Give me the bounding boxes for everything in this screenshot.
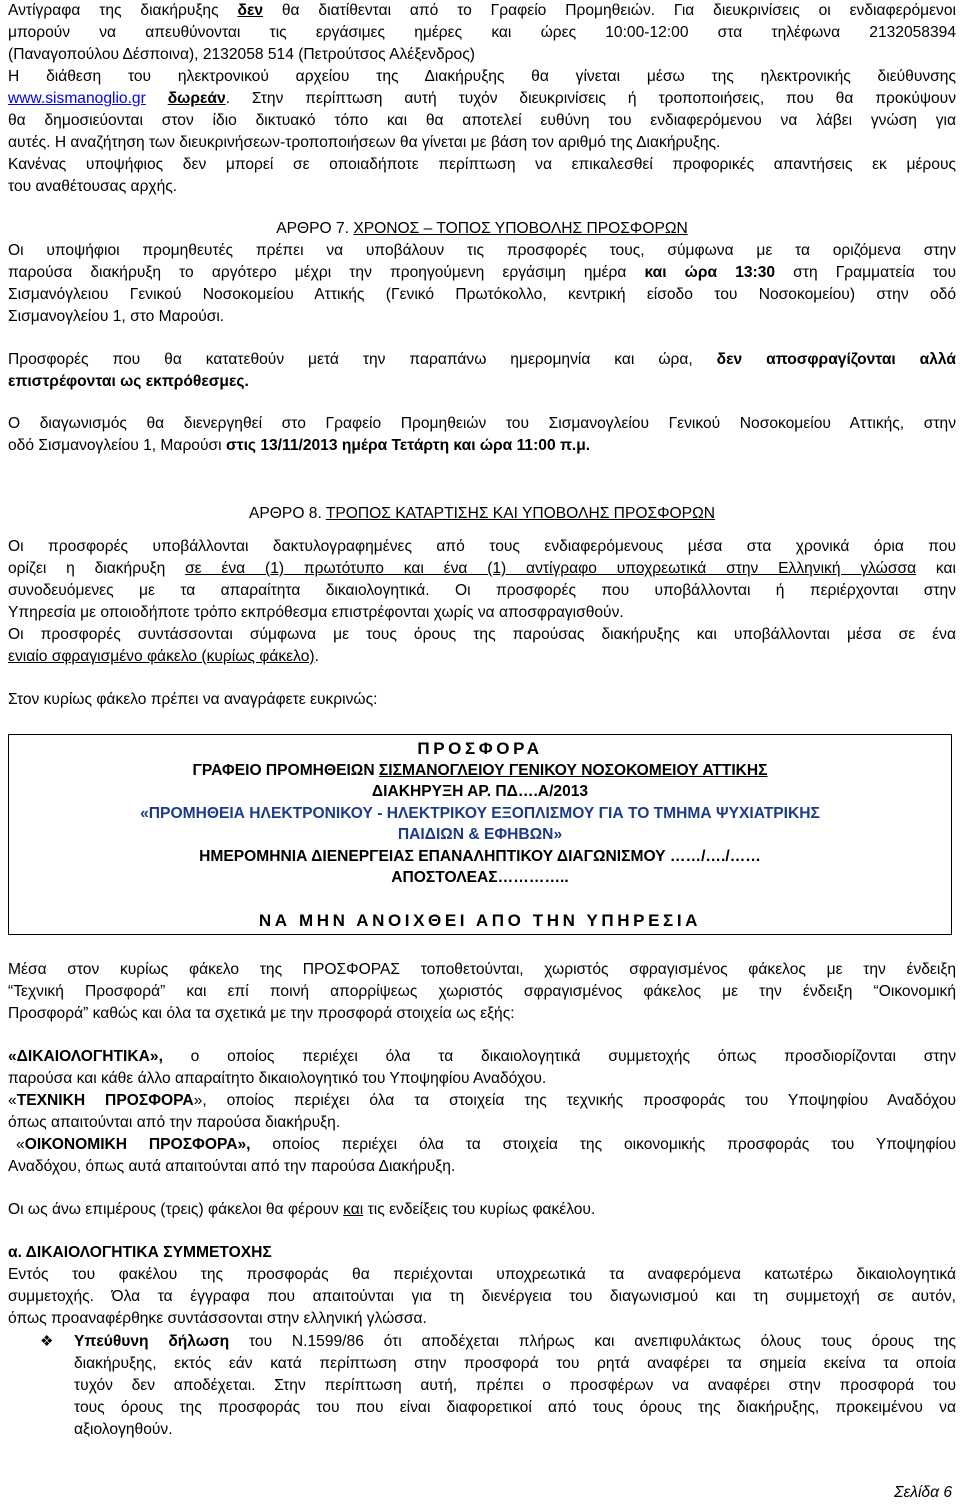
paragraph-line: «ΟΙΚΟΝΟΜΙΚΗ ΠΡΟΣΦΟΡΑ», οποίος περιέχει όλα τα στοιχεία της οικονομικής προσφοράς του Υποψηφίου bbox=[16, 1136, 956, 1153]
paragraph-line: Ο διαγωνισμός θα διενεργηθεί στο Γραφείο Προμηθειών του Σισμανογλείου Γενικού Νοσοκομείου Αττικής, στην bbox=[8, 415, 956, 432]
page-number: Σελίδα 6 bbox=[894, 1484, 952, 1501]
paragraph-line: συμμετοχής. Όλα τα έγγραφα που απαιτούνται για τη διενέργεια του διαγωνισμού και τη συμμετοχή σε αυτόν, bbox=[8, 1288, 956, 1305]
bold-underlined-text: δεν bbox=[237, 2, 264, 19]
section-a-title: α. ΔΙΚΑΙΟΛΟΓΗΤΙΚΑ ΣΥΜΜΕΤΟΧΗΣ bbox=[8, 1244, 272, 1261]
paragraph-line: Σισμανόγλειου Γενικού Νοσοκομείου Αττικής (Γενικό Πρωτόκολλο, κεντρική είσοδο του Νοσοκομείου) στην οδό bbox=[8, 286, 956, 303]
bullet-line: Υπεύθυνη δήλωση του Ν.1599/86 ότι αποδέχεται πλήρως και ανεπιφυλάκτως όλους τους όρους της bbox=[74, 1333, 956, 1350]
article-8-title: ΑΡΘΡΟ 8. ΤΡΟΠΟΣ ΚΑΤΑΡΤΙΣΗΣ ΚΑΙ ΥΠΟΒΟΛΗΣ ΠΡΟΣΦΟΡΩΝ bbox=[248, 505, 716, 522]
paragraph-line: παρούσα διακήρυξη το αργότερο μέχρι την προηγούμενη εργάσιμη ημέρα και ώρα 13:30 στη Γραμματεία του bbox=[8, 264, 956, 281]
bullet-line: τους όρους της προσφοράς του που είναι διαφορετικοί από τους όρους της διακήρυξης, προκειμένου να bbox=[74, 1399, 956, 1416]
paragraph-line: Μέσα στον κυρίως φάκελο της ΠΡΟΣΦΟΡΑΣ τοποθετούνται, χωριστός σφραγισμένος φάκελος με την ένδειξη bbox=[8, 961, 956, 978]
box-line: ΔΙΑΚΗΡΥΞΗ ΑΡ. ΠΔ….Α/2013 bbox=[371, 783, 589, 800]
paragraph-line: Οι ως άνω επιμέρους (τρεις) φάκελοι θα φέρουν και τις ενδείξεις του κυρίως φακέλου. bbox=[8, 1201, 596, 1218]
paragraph-line: Οι υποψήφιοι προμηθευτές πρέπει να υποβάλουν τις προσφορές τους, σύμφωνα με τα οριζόμενα στην bbox=[8, 242, 956, 259]
paragraph-line: παρούσα και κάθε άλλο απαραίτητο δικαιολογητικό του Υποψηφίου Αναδόχου. bbox=[8, 1070, 547, 1087]
paragraph-line: αυτές. Η αναζήτηση των διευκρινήσεων-τροποποιήσεων θα γίνεται με βάση τον αριθμό της Διακήρυξης. bbox=[8, 134, 721, 151]
paragraph-line: Κανένας υποψήφιος δεν μπορεί σε οποιαδήποτε περίπτωση να επικαλεσθεί προφορικές απαντήσεις εκ μέρους bbox=[8, 156, 956, 173]
paragraph-line: «ΤΕΧΝΙΚΗ ΠΡΟΣΦΟΡΑ», οποίος περιέχει όλα τα στοιχεία της τεχνικής προσφοράς του Υποψηφίου Αναδόχου bbox=[8, 1092, 957, 1109]
paragraph-line: όπως προαναφέρθηκε συντάσσονται στην ελληνική γλώσσα. bbox=[8, 1310, 427, 1327]
paragraph-line: «ΔΙΚΑΙΟΛΟΓΗΤΙΚΑ», ο οποίος περιέχει όλα τα δικαιολογητικά συμμετοχής όπως προσδιορίζονται στην bbox=[8, 1048, 956, 1065]
paragraph-line: συνοδευόμενες με τα απαραίτητα δικαιολογητικά. Οι προσφορές που υποβάλλονται ή περιέρχονται στην bbox=[8, 582, 956, 599]
paragraph-line: Οι προσφορές υποβάλλονται δακτυλογραφημένες από τους ενδιαφερόμενους μέσα στα χρονικά όρια που bbox=[8, 538, 956, 555]
box-line: ΓΡΑΦΕΙΟ ΠΡΟΜΗΘΕΙΩΝ ΣΙΣΜΑΝΟΓΛΕΙΟΥ ΓΕΝΙΚΟΥ ΝΟΣΟΚΟΜΕΙΟΥ ΑΤΤΙΚΗΣ bbox=[192, 762, 768, 779]
bullet-line: αξιολογηθούν. bbox=[74, 1421, 173, 1438]
diamond-bullet-icon: ❖ bbox=[40, 1333, 54, 1350]
paragraph-line: Προσφορά” καθώς και όλα τα σχετικά με την προσφορά στοιχεία ως εξής: bbox=[8, 1005, 515, 1022]
box-line: ΠΑΙΔΙΩΝ & ΕΦΗΒΩΝ» bbox=[397, 826, 563, 843]
paragraph-line: Σισμανογλείου 1, στο Μαρούσι. bbox=[8, 308, 225, 325]
paragraph-line: θα δημοσιεύονται στον ίδιο δικτυακό τόπο και θα αποτελεί ευθύνη του ενδιαφερόμενου να λάβει γνώση για bbox=[8, 112, 956, 129]
article-7-title: ΑΡΘΡΟ 7. ΧΡΟΝΟΣ – ΤΟΠΟΣ ΥΠΟΒΟΛΗΣ ΠΡΟΣΦΟΡΩΝ bbox=[276, 220, 688, 237]
paragraph-line: ενιαίο σφραγισμένο φάκελο (κυρίως φάκελο). bbox=[8, 648, 319, 665]
box-title: ΠΡΟΣΦΟΡΑ bbox=[417, 739, 543, 758]
website-link[interactable]: www.sismanoglio.gr bbox=[8, 90, 146, 107]
paragraph-line: (Παναγοπούλου Δέσποινα), 2132058 514 (Πετρούτσος Αλέξενδρος) bbox=[8, 46, 475, 63]
bullet-line: τυχόν δεν αποδέχεται. Στην περίπτωση αυτή, πρέπει ο προσφέρων να αναφέρει στην προσφορά του bbox=[74, 1377, 956, 1394]
box-line: «ΠΡΟΜΗΘΕΙΑ ΗΛΕΚΤΡΟΝΙΚΟΥ - ΗΛΕΚΤΡΙΚΟΥ ΕΞΟΠΛΙΣΜΟΥ ΓΙΑ ΤΟ ΤΜΗΜΑ ΨΥΧΙΑΤΡΙΚΗΣ bbox=[140, 805, 820, 822]
paragraph-line: Στον κυρίως φάκελο πρέπει να αναγράφετε ευκρινώς: bbox=[8, 691, 378, 708]
paragraph-line: Οι προσφορές συντάσσονται σύμφωνα με τους όρους της παρούσας διακήρυξης και υποβάλλονται μέσα σε ένα bbox=[8, 626, 956, 643]
bullet-line: διακήρυξης, εκτός εάν κατά περίπτωση στην προσφορά του ρητά αναφέρει τα σημεία εκείνα τα οποία bbox=[74, 1355, 956, 1372]
paragraph-line: όπως απαιτούνται από την παρούσα διακήρυξη. bbox=[8, 1114, 341, 1131]
paragraph-line: Η διάθεση του ηλεκτρονικού αρχείου της Διακήρυξης θα γίνεται μέσω της ηλεκτρονικής διεύθυνσης bbox=[8, 68, 956, 85]
paragraph-line: Εντός του φακέλου της προσφοράς θα περιέχονται υποχρεωτικά τα αναφερόμενα κατωτέρω δικαιολογητικά bbox=[8, 1266, 956, 1283]
paragraph-line: μπορούν να απευθύνονται τις εργάσιμες ημέρες και ώρες 10:00-12:00 στα τηλέφωνα 2132058394 bbox=[8, 24, 956, 41]
paragraph-line: “Τεχνική Προσφορά” και επί ποινή απορρίψεως χωριστός σφραγισμένος φάκελος με την ένδειξη “Οικονομική bbox=[8, 983, 956, 1000]
box-warning: ΝΑ ΜΗΝ ΑΝΟΙΧΘΕΙ ΑΠΟ ΤΗΝ ΥΠΗΡΕΣΙΑ bbox=[258, 911, 702, 930]
paragraph-line: www.sismanoglio.gr δωρεάν. Στην περίπτωση αυτή τυχόν διευκρινίσεις ή τροποποιήσεις, που θα προκύψουν bbox=[8, 90, 956, 107]
box-line: ΑΠΟΣΤΟΛΕΑΣ………….. bbox=[391, 869, 569, 886]
paragraph-line: του αναθέτουσας αρχής. bbox=[8, 178, 178, 195]
paragraph-line: ορίζει η διακήρυξη σε ένα (1) πρωτότυπο και ένα (1) αντίγραφο υποχρεωτικά στην Ελληνική γλώσσα και bbox=[8, 560, 957, 577]
paragraph-line: επιστρέφονται ως εκπρόθεσμες. bbox=[8, 373, 249, 390]
bold-underlined-text: δωρεάν bbox=[167, 90, 226, 107]
envelope-label-box bbox=[8, 734, 952, 935]
paragraph-line: Υπηρεσία με οποιοδήποτε τρόπο εκπρόθεσμα επιστρέφονται χωρίς να αποσφραγισθούν. bbox=[8, 604, 624, 621]
box-line: ΗΜΕΡΟΜΗΝΙΑ ΔΙΕΝΕΡΓΕΙΑΣ ΕΠΑΝΑΛΗΠΤΙΚΟΥ ΔΙΑΓΩΝΙΣΜΟΥ ……/…./…… bbox=[199, 848, 761, 865]
paragraph-line: Αναδόχου, όπως αυτά απαιτούνται από την παρούσα Διακήρυξη. bbox=[8, 1158, 456, 1175]
paragraph-line: Προσφορές που θα κατατεθούν μετά την παραπάνω ημερομηνία και ώρα, δεν αποσφραγίζονται αλλά bbox=[8, 351, 956, 368]
paragraph-line: Αντίγραφα της διακήρυξης δεν θα διατίθενται από το Γραφείο Προμηθειών. Για διευκρινίσεις οι ενδιαφερόμενοι bbox=[8, 2, 956, 19]
paragraph-line: οδό Σισμανογλείου 1, Μαρούσι στις 13/11/2013 ημέρα Τετάρτη και ώρα 11:00 π.μ. bbox=[8, 437, 591, 454]
